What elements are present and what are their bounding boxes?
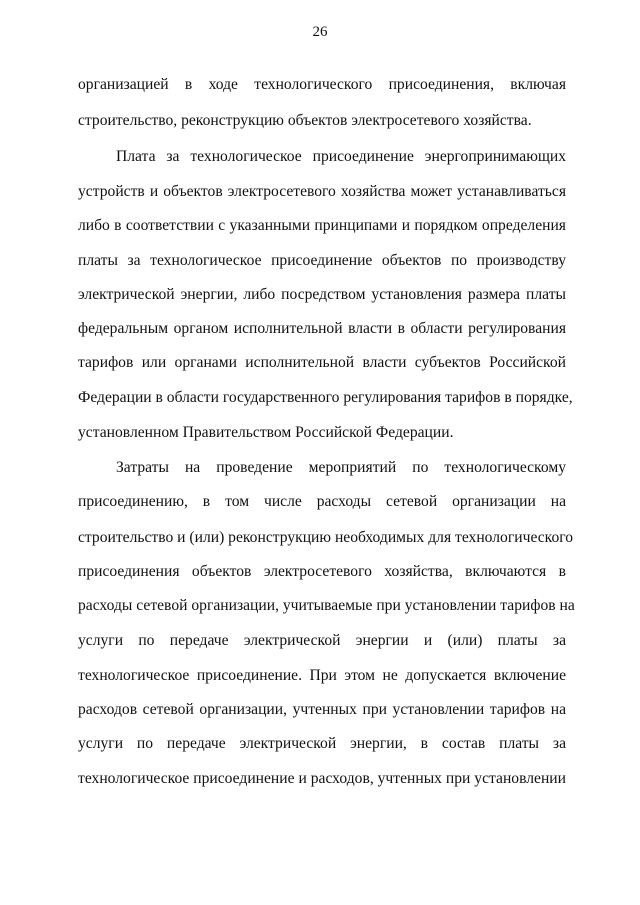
text-line: услуги по передаче электрической энергии, в состав платы за bbox=[78, 735, 566, 752]
text-line: присоединения объектов электросетевого хозяйства, включаются в bbox=[78, 563, 566, 580]
text-line: расходы сетевой организации, учитываемые при установлении тарифов на bbox=[78, 597, 575, 614]
text-line: тарифов или органами исполнительной власти субъектов Российской bbox=[78, 354, 566, 371]
text-line: установленном Правительством Российской Федерации. bbox=[78, 424, 454, 441]
text-line: платы за технологическое присоединение объектов по производству bbox=[78, 252, 566, 269]
text-line: Затраты на проведение мероприятий по технологическому bbox=[116, 459, 566, 476]
text-line: Плата за технологическое присоединение энергопринимающих bbox=[116, 148, 566, 165]
text-line: либо в соответствии с указанными принципами и порядком определения bbox=[78, 217, 566, 234]
text-line: услуги по передаче электрической энергии и (или) платы за bbox=[78, 632, 566, 649]
text-line: организацией в ходе технологического присоединения, включая bbox=[78, 76, 566, 93]
text-line: строительство, реконструкцию объектов электросетевого хозяйства. bbox=[78, 112, 532, 129]
text-line: Федерации в области государственного регулирования тарифов в порядке, bbox=[78, 389, 573, 406]
text-line: технологическое присоединение. При этом не допускается включение bbox=[78, 667, 566, 684]
text-line: устройств и объектов электросетевого хозяйства может устанавливаться bbox=[78, 183, 566, 200]
text-line: электрической энергии, либо посредством установления размера платы bbox=[78, 286, 566, 303]
text-line: федеральным органом исполнительной власти в области регулирования bbox=[78, 320, 566, 337]
text-line: присоединению, в том числе расходы сетевой организации на bbox=[78, 493, 566, 510]
text-line: строительство и (или) реконструкцию необходимых для технологического bbox=[78, 529, 574, 546]
text-line: технологическое присоединение и расходов, учтенных при установлении bbox=[78, 770, 566, 787]
page-number: 26 bbox=[312, 24, 328, 40]
text-line: расходов сетевой организации, учтенных при установлении тарифов на bbox=[78, 701, 566, 718]
